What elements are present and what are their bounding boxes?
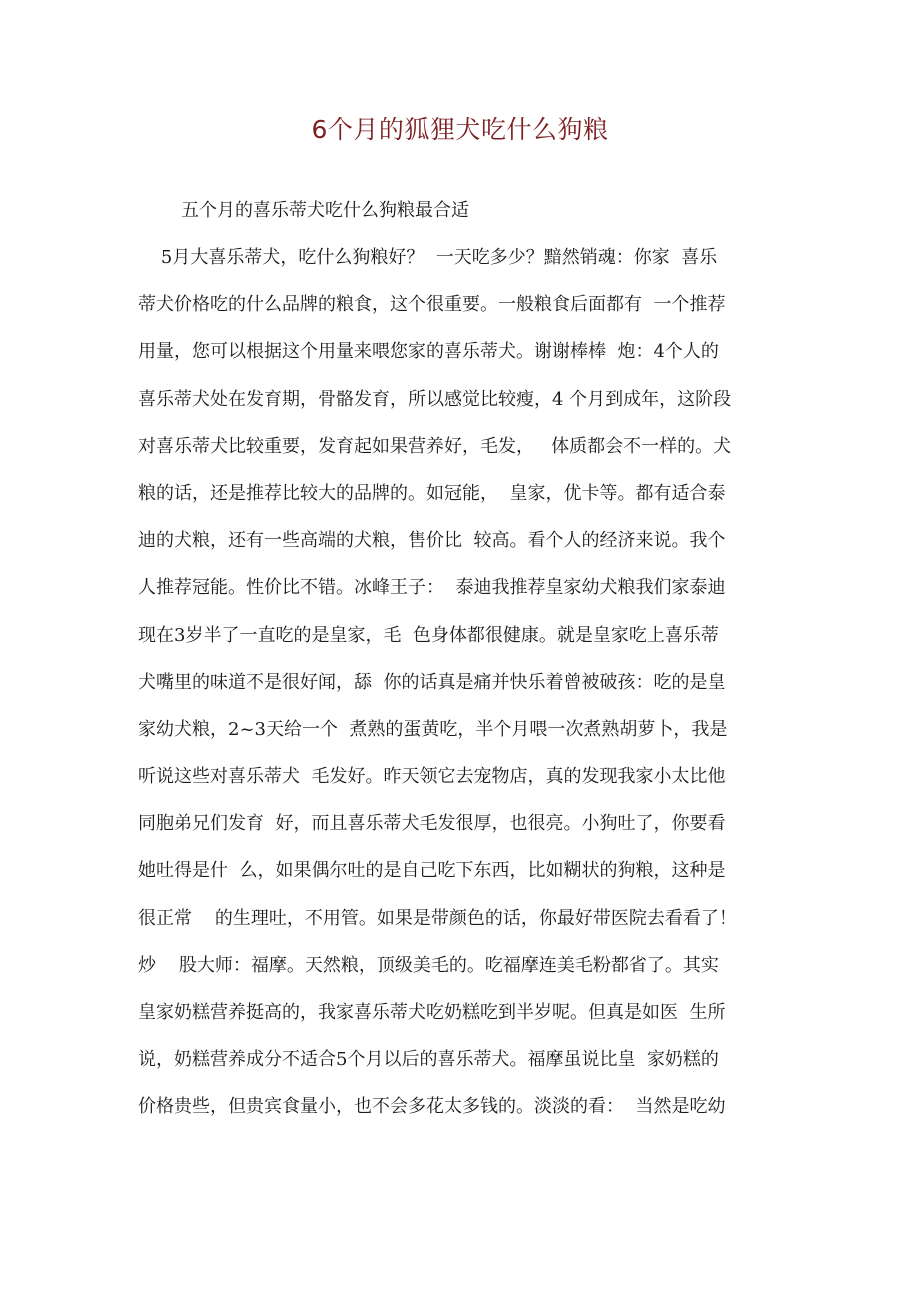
document-body	[138, 241, 788, 1138]
body-line-4: 喜乐蒂犬处在发育期，骨骼发育，所以感觉比较瘦，4 个月到成年，这阶段	[138, 388, 732, 410]
body-line-3: 用量，您可以根据这个用量来喂您家的喜乐蒂犬。谢谢棒棒 炮：4个人的	[138, 341, 719, 363]
body-line-6: 粮的话，还是推荐比较大的品牌的。如冠能， 皇家，优卡等。都有适合泰	[138, 482, 726, 504]
body-line-16: 炒 股大师：福摩。天然粮，顶级美毛的。吃福摩连美毛粉都省了。其实	[138, 954, 719, 976]
document-title: 6个月的狐狸犬吃什么狗粮	[311, 115, 609, 144]
document-subtitle: 五个月的喜乐蒂犬吃什么狗粮最合适	[181, 200, 469, 221]
body-line-11: 家幼犬粮，2~3天给一个 煮熟的蛋黄吃，半个月喂一次煮熟胡萝卜，我是	[138, 718, 728, 740]
body-line-2: 蒂犬价格吃的什么品牌的粮食，这个很重要。一般粮食后面都有 一个推荐	[138, 294, 726, 316]
body-line-5: 对喜乐蒂犬比较重要，发育起如果营养好，毛发， 体质都会不一样的。犬	[138, 435, 732, 457]
body-line-14: 她吐得是什 么，如果偶尔吐的是自己吃下东西，比如糊状的狗粮，这种是	[138, 860, 726, 882]
body-line-9: 现在3岁半了一直吃的是皇家，毛 色身体都很健康。就是皇家吃上喜乐蒂	[138, 624, 719, 646]
body-line-1: 5月大喜乐蒂犬，吃什么狗粮好？ 一天吃多少？黯然销魂：你家 喜乐	[138, 247, 718, 268]
body-line-7: 迪的犬粮，还有一些高端的犬粮，售价比 较高。看个人的经济来说。我个	[138, 530, 726, 552]
body-line-10: 犬嘴里的味道不是很好闻，舔 你的话真是痛并快乐着曾被破孩：吃的是皇	[138, 671, 726, 693]
body-line-13: 同胞弟兄们发育 好，而且喜乐蒂犬毛发很厚，也很亮。小狗吐了，你要看	[138, 813, 726, 835]
body-line-12: 听说这些对喜乐蒂犬 毛发好。昨天领它去宠物店，真的发现我家小太比他	[138, 766, 726, 788]
body-line-19: 价格贵些，但贵宾食量小，也不会多花太多钱的。淡淡的看： 当然是吃幼	[138, 1096, 726, 1118]
body-line-17: 皇家奶糕营养挺高的，我家喜乐蒂犬吃奶糕吃到半岁呢。但真是如医 生所	[138, 1002, 726, 1023]
body-line-15: 很正常 的生理吐，不用管。如果是带颜色的话，你最好带医院去看看了！	[138, 907, 737, 929]
body-line-8: 人推荐冠能。性价比不错。冰峰王子： 泰迪我推荐皇家幼犬粮我们家泰迪	[138, 577, 726, 599]
body-line-18: 说，奶糕营养成分不适合5个月以后的喜乐蒂犬。福摩虽说比皇 家奶糕的	[138, 1049, 719, 1071]
